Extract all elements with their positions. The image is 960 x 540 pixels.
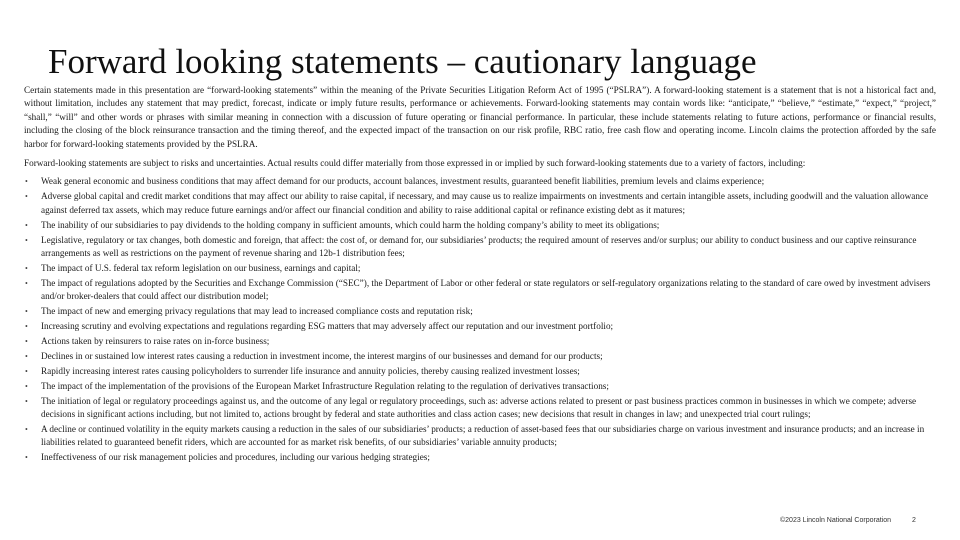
list-item [24, 423, 936, 450]
bullet-icon: • [25, 424, 28, 434]
list-item-text: The inability of our subsidiaries to pay dividends to the holding company in sufficient amounts, which could harm the holding company’s ability to meet its obligations; [41, 219, 660, 230]
bullet-icon: • [25, 396, 28, 406]
list-item-text: Legislative, regulatory or tax changes, both domestic and foreign, that affect: the cost of, or demand for, our subsidiaries’ products; the required amount of reserves and/or surplus; our ability to conduct business and our captive reinsurance arrangements as well as restrictions on the payment of revenue sharing and 12b-1 distribution fees; [41, 234, 917, 258]
bullet-icon: • [25, 351, 28, 361]
bullet-icon: • [25, 235, 28, 245]
bullet-icon: • [25, 177, 28, 187]
copyright-notice: ©2023 Lincoln National Corporation [780, 517, 892, 524]
risk-factor-list [24, 175, 936, 464]
list-item-text: Increasing scrutiny and evolving expectations and regulations regarding ESG matters that may adversely affect our reputation and our investment portfolio; [41, 321, 614, 331]
list-item [24, 277, 936, 304]
list-item [24, 350, 936, 363]
bullet-icon: • [25, 263, 28, 273]
intro-paragraph: Certain statements made in this presentation are “forward-looking statements” within the meaning of the Private Securities Litigation Reform Act of 1995 (“PSLRA”). A forward-looking statement is a statement that is not a historical fact and, without limitation, includes any statement that may predict, forecast, indicate or imply future results, performance or achievements. Forward-looking statements may contain words like: “anticipate,” “believe,” “estimate,” “expect,” “project,” “shall,” “will” and other words or phrases with similar meaning in connection with a discussion of future operating or financial performance. In particular, these include statements relating to future actions, performance or financial results, including the closing of the block reinsurance transaction and the timing thereof, and the expected impact of the transaction on our risk profile, RBC ratio, free cash flow and operating income. Lincoln claims the protection afforded by the safe harbor for forward-looking statements provided by the PSLRA. [24, 85, 936, 149]
list-item [24, 395, 936, 422]
list-item [24, 262, 936, 275]
risk-factors-lead-paragraph: Forward-looking statements are subject to risks and uncertainties. Actual results could differ materially from those expressed in or implied by such forward-looking statements due to a variety of factors, including: [24, 158, 806, 169]
bullet-icon: • [25, 322, 28, 331]
bullet-icon: • [25, 220, 28, 230]
list-item-text: The impact of U.S. federal tax reform legislation on our business, earnings and capital; [41, 262, 361, 273]
page-number: 2 [912, 517, 916, 524]
list-item-text: Ineffectiveness of our risk management policies and procedures, including our various hedging strategies; [41, 452, 430, 463]
bullet-icon: • [25, 453, 28, 463]
list-item-text: Adverse global capital and credit market conditions that may affect our ability to raise capital, if necessary, and may cause us to realize impairments on investments and certain intangible assets, including goodwill and the valuation allowance against deferred tax assets, which may reduce future earnings and/or affect our financial condition and ability to raise additional capital or refinance existing debt as it matures; [41, 191, 929, 215]
list-item-text: A decline or continued volatility in the equity markets causing a reduction in the sales of our subsidiaries’ products; a reduction of asset-based fees that our subsidiaries charge on various investment and insurance products; and an increase in liabilities related to guaranteed benefit riders, which are accounted for as market risk benefits, of our subsidiaries’ variable annuity products; [41, 423, 925, 448]
disclaimer-body [24, 84, 936, 466]
list-item [24, 365, 936, 378]
list-item-text: The impact of new and emerging privacy regulations that may lead to increased compliance costs and reputation risk; [41, 306, 473, 317]
bullet-icon: • [25, 192, 28, 202]
list-item [24, 335, 936, 348]
list-item-text: Weak general economic and business conditions that may affect demand for our products, account balances, investment results, guaranteed benefit liabilities, premium levels and claims experience; [41, 176, 765, 187]
bullet-icon: • [25, 307, 28, 317]
list-item [24, 219, 936, 232]
page-title: Forward looking statements – cautionary language [48, 42, 757, 81]
list-item-text: The impact of the implementation of the provisions of the European Market Infrastructure Regulation relating to the regulation of derivatives transactions; [41, 380, 609, 391]
list-item-text: Declines in or sustained low interest rates causing a reduction in investment income, the interest margins of our businesses and demand for our products; [41, 350, 603, 361]
bullet-icon: • [25, 278, 28, 288]
list-item-text: Rapidly increasing interest rates causing policyholders to surrender life insurance and annuity policies, thereby causing realized investment losses; [41, 365, 580, 376]
list-item [24, 380, 936, 393]
list-item [24, 175, 936, 188]
list-item [24, 320, 936, 333]
bullet-icon: • [25, 366, 28, 376]
list-item [24, 305, 936, 318]
list-item [24, 234, 936, 261]
bullet-icon: • [25, 336, 28, 346]
list-item [24, 451, 936, 464]
list-item-text: Actions taken by reinsurers to raise rates on in-force business; [41, 335, 270, 346]
list-item-text: The initiation of legal or regulatory proceedings against us, and the outcome of any legal or regulatory proceedings, such as: adverse actions related to present or past business practices common in businesses in which we compete; adverse decisions in significant actions including, but not limited to, actions brought by federal and state authorities and class action cases; new decisions that result in changes in law; and unexpected trial court rulings; [41, 395, 917, 419]
bullet-icon: • [25, 381, 28, 391]
list-item-text: The impact of regulations adopted by the Securities and Exchange Commission (“SEC”), the Department of Labor or other federal or state regulators or self-regulatory organizations relating to the standard of care owed by investment advisers and/or broker-dealers that could affect our distribution model; [41, 277, 931, 302]
list-item [24, 190, 936, 217]
